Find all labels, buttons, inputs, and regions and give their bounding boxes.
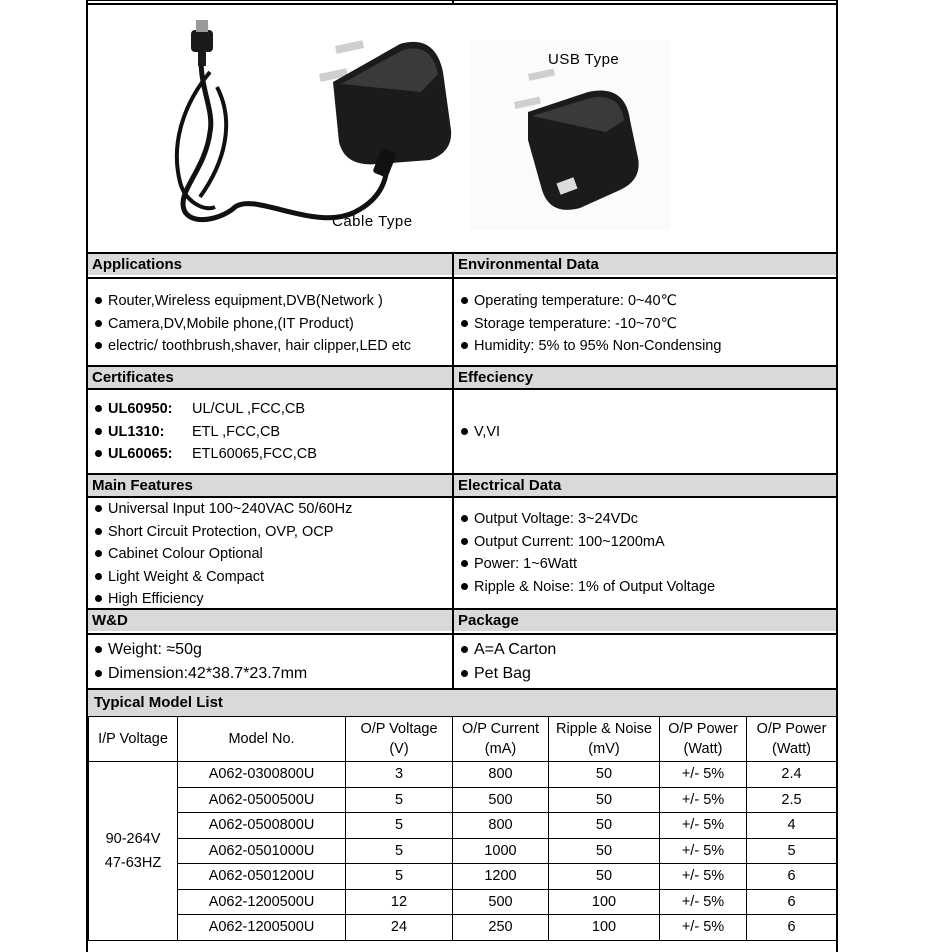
table-cell: +/- 5% bbox=[660, 838, 747, 864]
table-cell: A062-1200500U bbox=[178, 889, 346, 915]
table-cell: 4 bbox=[747, 813, 837, 839]
list-item: Short Circuit Protection, OVP, OCP bbox=[92, 521, 352, 544]
usb-adapter-image bbox=[470, 40, 670, 230]
table-cell: 50 bbox=[549, 787, 660, 813]
table-cell: 100 bbox=[549, 915, 660, 941]
list-item: Dimension:42*38.7*23.7mm bbox=[92, 662, 307, 686]
table-header-row bbox=[89, 717, 837, 762]
list-item: Ripple & Noise: 1% of Output Voltage bbox=[458, 576, 715, 599]
wd-list bbox=[92, 638, 307, 686]
features-list bbox=[92, 498, 352, 611]
table-cell: +/- 5% bbox=[660, 813, 747, 839]
list-item: V,VI bbox=[458, 421, 500, 444]
table-cell: +/- 5% bbox=[660, 864, 747, 890]
table-cell: 100 bbox=[549, 889, 660, 915]
table-cell: 500 bbox=[453, 889, 549, 915]
table-cell: +/- 5% bbox=[660, 889, 747, 915]
list-item: Light Weight & Compact bbox=[92, 566, 352, 589]
table-cell: A062-0300800U bbox=[178, 762, 346, 788]
table-cell: 800 bbox=[453, 813, 549, 839]
table-cell: 24 bbox=[346, 915, 453, 941]
table-cell: +/- 5% bbox=[660, 762, 747, 788]
top-border bbox=[86, 0, 838, 1]
list-item: High Efficiency bbox=[92, 588, 352, 611]
table-cell: 1200 bbox=[453, 864, 549, 890]
table-cell: 50 bbox=[549, 813, 660, 839]
table-cell: 5 bbox=[346, 813, 453, 839]
divider bbox=[86, 633, 838, 635]
top-border-inner bbox=[86, 3, 838, 5]
table-cell: 6 bbox=[747, 915, 837, 941]
table-cell: 800 bbox=[453, 762, 549, 788]
table-cell: 3 bbox=[346, 762, 453, 788]
list-item: Universal Input 100~240VAC 50/60Hz bbox=[92, 498, 352, 521]
table-cell: 500 bbox=[453, 787, 549, 813]
certificate-value: ETL60065,FCC,CB bbox=[192, 446, 317, 462]
table-cell: 250 bbox=[453, 915, 549, 941]
table-cell: 50 bbox=[549, 838, 660, 864]
table-row bbox=[89, 915, 837, 941]
column-header: Model No. bbox=[178, 717, 346, 762]
table-cell: 1000 bbox=[453, 838, 549, 864]
divider bbox=[86, 388, 838, 390]
environmental-list bbox=[458, 290, 721, 358]
list-item: electric/ toothbrush,shaver, hair clipper,LED etc bbox=[92, 335, 411, 358]
features-header: Main Features bbox=[88, 475, 452, 496]
list-item: A=A Carton bbox=[458, 638, 556, 662]
table-cell: 6 bbox=[747, 889, 837, 915]
list-item: Pet Bag bbox=[458, 662, 556, 686]
list-item: Output Voltage: 3~24VDc bbox=[458, 508, 715, 531]
table-cell: 2.4 bbox=[747, 762, 837, 788]
table-cell: 6 bbox=[747, 864, 837, 890]
table-row bbox=[89, 889, 837, 915]
table-row bbox=[89, 762, 837, 788]
certificate-item bbox=[92, 443, 317, 466]
column-header: O/P Voltage (V) bbox=[346, 717, 453, 762]
table-cell: +/- 5% bbox=[660, 915, 747, 941]
certificate-value: ETL ,FCC,CB bbox=[192, 423, 281, 440]
model-table bbox=[88, 716, 837, 941]
table-cell: 5 bbox=[346, 864, 453, 890]
model-list-header: Typical Model List bbox=[88, 690, 836, 716]
list-item: Operating temperature: 0~40℃ bbox=[458, 290, 721, 313]
table-cell: 12 bbox=[346, 889, 453, 915]
table-cell: +/- 5% bbox=[660, 787, 747, 813]
table-cell: 5 bbox=[346, 838, 453, 864]
table-cell: A062-1200500U bbox=[178, 915, 346, 941]
column-header: O/P Power (Watt) bbox=[660, 717, 747, 762]
table-row bbox=[89, 813, 837, 839]
table-cell: 50 bbox=[549, 864, 660, 890]
list-item: Power: 1~6Watt bbox=[458, 553, 715, 576]
column-header: Ripple & Noise (mV) bbox=[549, 717, 660, 762]
certificates-header: Certificates bbox=[88, 367, 452, 388]
cable-type-caption: Cable Type bbox=[332, 213, 413, 230]
list-item: Router,Wireless equipment,DVB(Network ) bbox=[92, 290, 411, 313]
efficiency-list bbox=[458, 421, 500, 444]
certificate-item bbox=[92, 398, 317, 421]
list-item: Weight: ≈50g bbox=[92, 638, 307, 662]
table-cell: A062-0501000U bbox=[178, 838, 346, 864]
efficiency-header: Effeciency bbox=[454, 367, 836, 388]
wd-header: W&D bbox=[88, 610, 452, 631]
list-item: Output Current: 100~1200mA bbox=[458, 531, 715, 554]
table-cell: 5 bbox=[747, 838, 837, 864]
table-cell: A062-0500500U bbox=[178, 787, 346, 813]
list-item: Humidity: 5% to 95% Non-Condensing bbox=[458, 335, 721, 358]
certificate-value: UL/CUL ,FCC,CB bbox=[192, 401, 306, 417]
certificate-code: UL1310: bbox=[108, 423, 165, 440]
table-cell: A062-0501200U bbox=[178, 864, 346, 890]
table-row bbox=[89, 838, 837, 864]
table-row bbox=[89, 787, 837, 813]
column-header: O/P Power (Watt) bbox=[747, 717, 837, 762]
certificate-code: UL60950: bbox=[108, 401, 173, 417]
list-item: Cabinet Colour Optional bbox=[92, 543, 352, 566]
applications-list bbox=[92, 290, 411, 358]
cable-adapter-image bbox=[155, 12, 465, 242]
package-header: Package bbox=[454, 610, 836, 631]
table-cell: 5 bbox=[346, 787, 453, 813]
certificate-code: UL60065: bbox=[108, 446, 173, 462]
table-row bbox=[89, 864, 837, 890]
list-item: Camera,DV,Mobile phone,(IT Product) bbox=[92, 313, 411, 336]
electrical-list bbox=[458, 508, 715, 598]
list-item: Storage temperature: -10~70℃ bbox=[458, 313, 721, 336]
column-header: I/P Voltage bbox=[89, 717, 178, 762]
certificates-list bbox=[92, 398, 317, 466]
certificate-item bbox=[92, 421, 317, 444]
divider bbox=[86, 277, 838, 279]
column-header: O/P Current (mA) bbox=[453, 717, 549, 762]
usb-type-caption: USB Type bbox=[548, 51, 620, 68]
top-divider bbox=[452, 0, 454, 4]
table-cell: 2.5 bbox=[747, 787, 837, 813]
applications-header: Applications bbox=[88, 254, 452, 275]
electrical-header: Electrical Data bbox=[454, 475, 836, 496]
environmental-header: Environmental Data bbox=[454, 254, 836, 275]
package-list bbox=[458, 638, 556, 686]
table-cell: 50 bbox=[549, 762, 660, 788]
table-cell: A062-0500800U bbox=[178, 813, 346, 839]
input-voltage-cell: 90-264V 47-63HZ bbox=[89, 762, 178, 941]
